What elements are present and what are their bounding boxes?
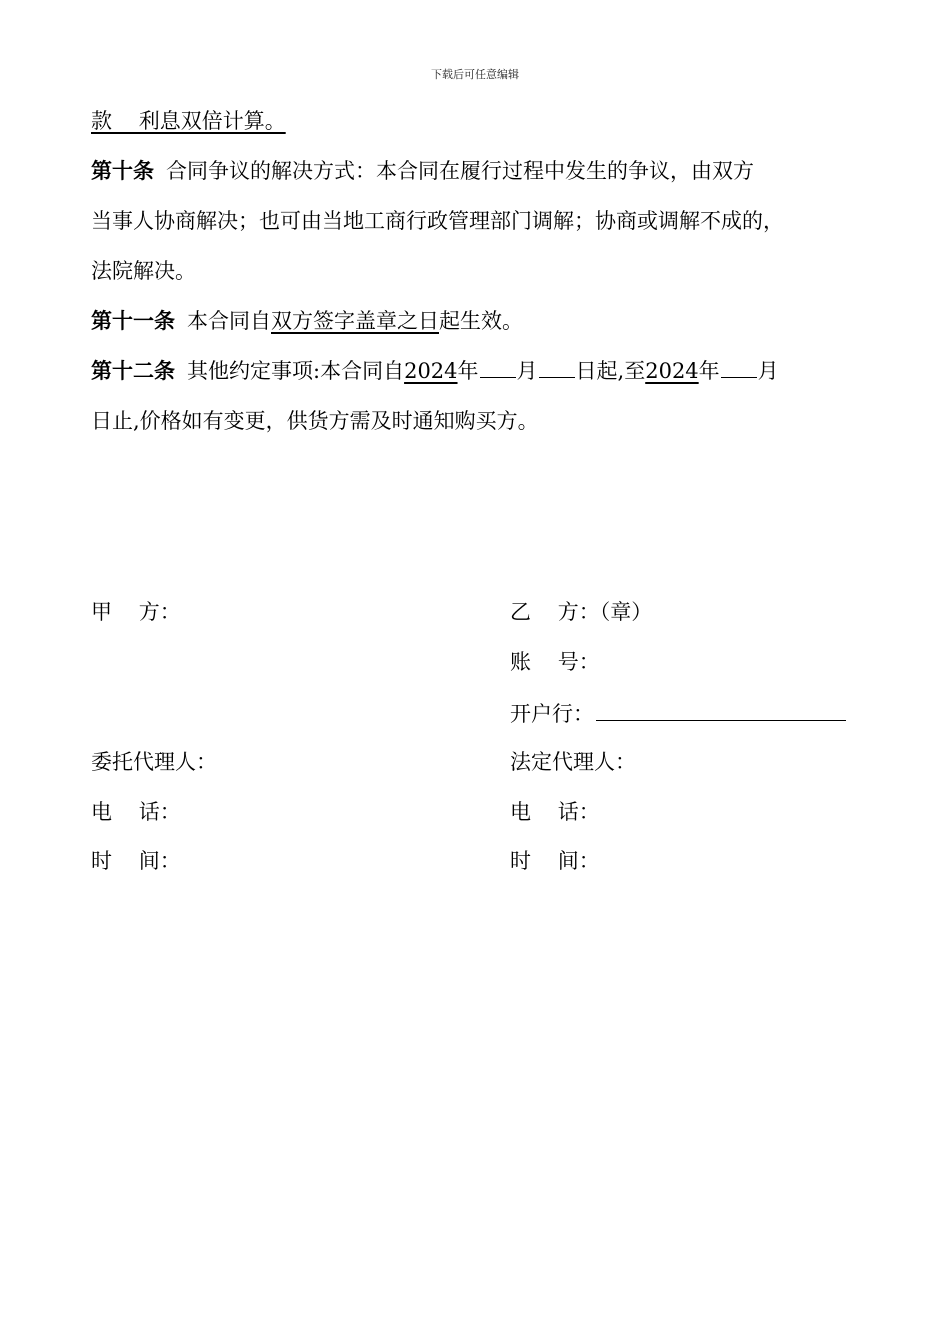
bank-row <box>510 700 846 726</box>
month-char-2: 月 <box>757 359 779 383</box>
article-12-text-a: 其他约定事项:本合同自 <box>187 359 405 383</box>
day-char-1: 日起,至 <box>575 359 646 383</box>
header-note: 下载后可任意编辑 <box>431 68 519 81</box>
phone-a-label: 电 话： <box>91 800 181 824</box>
article-12-line-2 <box>91 396 881 446</box>
account-label: 账 号： <box>510 650 600 674</box>
end-year: 2024 <box>645 359 699 383</box>
clause-continuation <box>91 96 881 146</box>
time-a-label: 时 间： <box>91 849 181 873</box>
agent-a-label: 委托代理人： <box>91 750 217 774</box>
article-11-text-a: 本合同自 <box>187 309 271 333</box>
bank-label: 开户行： <box>510 702 594 726</box>
end-month-blank <box>721 356 757 378</box>
month-char-1: 月 <box>516 359 538 383</box>
start-day-blank <box>539 356 575 378</box>
article-11-underlined: 双方签字盖章之日 <box>271 309 439 333</box>
year-char-1: 年 <box>457 359 479 383</box>
article-10-text-2: 当事人协商解决；也可由当地工商行政管理部门调解；协商或调解不成的， <box>91 209 784 233</box>
party-a-label: 甲 方： <box>91 600 181 624</box>
year-char-2: 年 <box>698 359 720 383</box>
bank-blank-line <box>596 700 846 721</box>
penalty-text: 款 利息双倍计算。 <box>91 109 286 133</box>
time-b-label: 时 间： <box>510 849 600 873</box>
article-10-label: 第十条 <box>91 158 154 183</box>
article-11 <box>91 296 881 346</box>
start-month-blank <box>480 356 516 378</box>
article-10-text-1: 合同争议的解决方式：本合同在履行过程中发生的争议，由双方 <box>166 159 754 183</box>
article-12-label: 第十二条 <box>91 358 175 383</box>
article-11-text-b: 起生效。 <box>439 309 523 333</box>
phone-b-label: 电 话： <box>510 800 600 824</box>
party-b-label: 乙 方：（章） <box>510 600 653 624</box>
agent-b-label: 法定代理人： <box>510 750 636 774</box>
start-year: 2024 <box>404 359 458 383</box>
article-10-line-3 <box>91 246 881 296</box>
article-12-line-1 <box>91 346 881 396</box>
article-10-line-2 <box>91 196 881 246</box>
article-10-text-3: 法院解决。 <box>91 259 196 283</box>
article-12-text-2: 日止,价格如有变更，供货方需及时通知购买方。 <box>91 409 539 433</box>
article-11-label: 第十一条 <box>91 308 175 333</box>
contract-clauses <box>91 96 881 446</box>
article-10-line-1 <box>91 146 881 196</box>
